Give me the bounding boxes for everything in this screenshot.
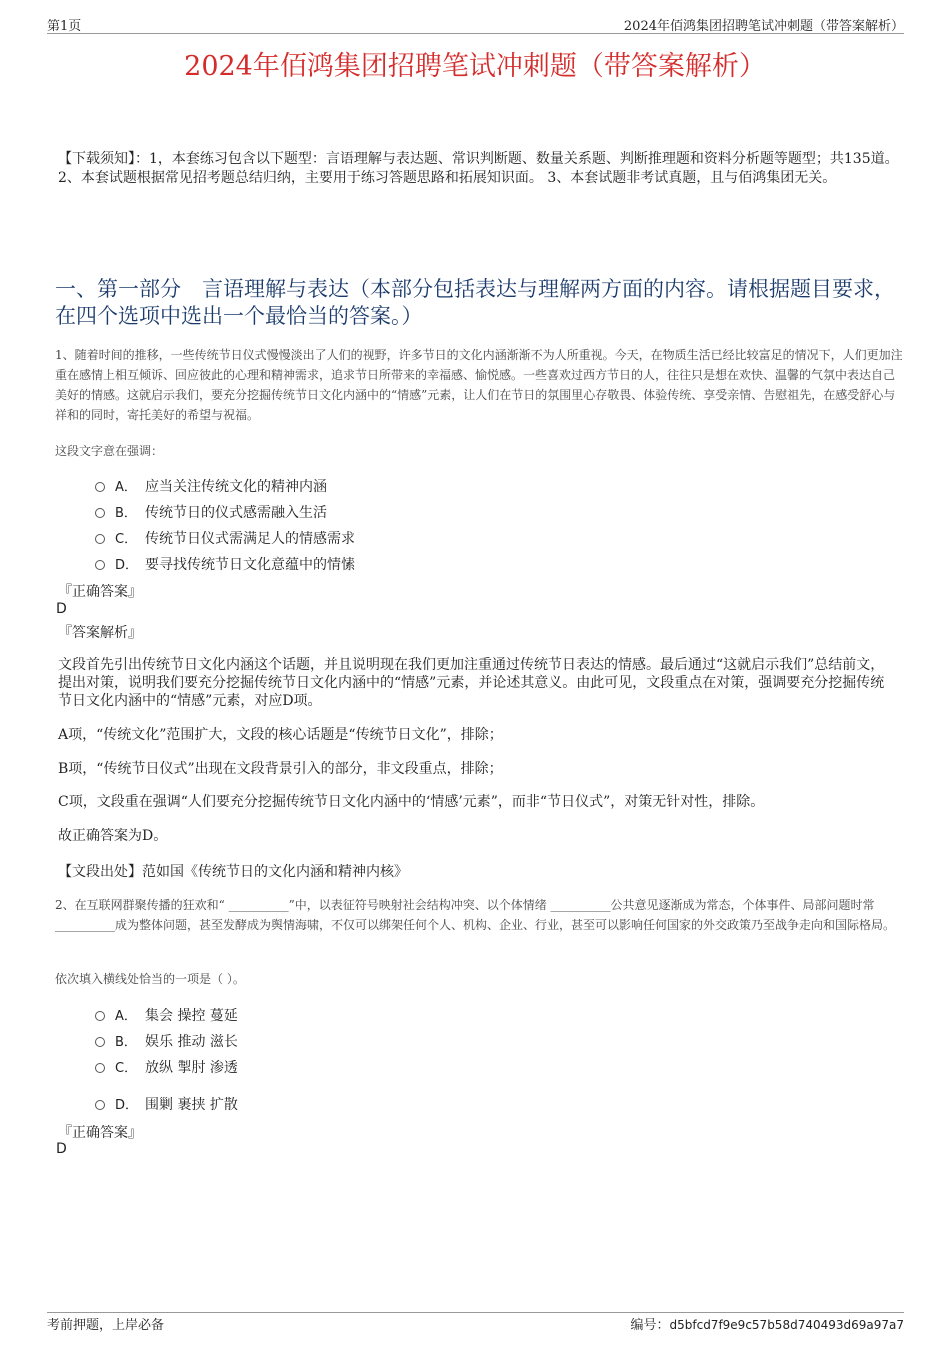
option-letter: C． bbox=[115, 1061, 138, 1076]
option-letter: D． bbox=[115, 1098, 139, 1113]
option-text: 集会 操控 蔓延 bbox=[145, 1008, 238, 1024]
q1-answer: D bbox=[56, 601, 67, 617]
header-divider bbox=[47, 33, 904, 34]
option-letter: D． bbox=[115, 558, 139, 573]
q1-analysis-conclusion: 故正确答案为D。 bbox=[58, 828, 168, 844]
q1-analysis-b: B项，“传统节日仪式”出现在文段背景引入的部分，非文段重点，排除； bbox=[58, 761, 503, 777]
radio-icon[interactable] bbox=[95, 1011, 105, 1021]
radio-icon[interactable] bbox=[95, 1063, 105, 1073]
option-letter: B． bbox=[115, 1035, 137, 1050]
option-letter: A． bbox=[115, 480, 137, 495]
q2-option-d[interactable] bbox=[95, 1094, 238, 1114]
option-letter: A． bbox=[115, 1009, 137, 1024]
download-notice: 【下载须知】：1，本套练习包含以下题型：言语理解与表达题、常识判断题、数量关系题、判断推理题和资料分析题等题型；共135道。 2、本套试题根据常见招考题总结归纳，主要用于练习答题思路和拓展知识面。 3、本套试题非考试真题，且与佰鸿集团无关。 bbox=[58, 151, 899, 186]
q2-answer: D bbox=[56, 1141, 67, 1157]
option-text: 围剿 裹挟 扩散 bbox=[145, 1097, 238, 1113]
question-2-text: 2、在互联网群聚传播的狂欢和“ __________”中，以表征符号映射社会结构冲突、以个体情绪 __________公共意见逐渐成为常态，个体事件、局部问题时常 __________成为整体问题，甚至发酵成为舆情海啸，不仅可以绑架任何个人、机构、企业、行业，甚至可以影响任何国家的外交政策乃至战争走向和国际格局。 bbox=[55, 898, 896, 932]
q1-source: 【文段出处】范如国《传统节日的文化内涵和精神内核》 bbox=[58, 864, 408, 880]
radio-icon[interactable] bbox=[95, 1037, 105, 1047]
page-number: 第1页 bbox=[47, 19, 82, 34]
option-text: 娱乐 推动 滋长 bbox=[145, 1034, 238, 1050]
q1-option-c[interactable] bbox=[95, 528, 355, 548]
radio-icon[interactable] bbox=[95, 534, 105, 544]
radio-icon[interactable] bbox=[95, 560, 105, 570]
radio-icon[interactable] bbox=[95, 482, 105, 492]
q1-analysis-paragraph: 文段首先引出传统节日文化内涵这个话题，并且说明现在我们更加注重通过传统节日表达的情感。最后通过“这就启示我们”总结前文，提出对策，说明我们要充分挖掘传统节日文化内涵中的“情感”元素，并论述其意义。由此可见，文段重点在对策，强调要充分挖掘传统节日文化内涵中的“情感”元素，对应D项。 bbox=[58, 657, 885, 709]
footer-divider bbox=[47, 1312, 904, 1313]
q1-option-b[interactable] bbox=[95, 502, 327, 522]
option-text: 传统节日的仪式感需融入生活 bbox=[145, 505, 327, 521]
footer-code bbox=[630, 1314, 904, 1333]
page-title: 2024年佰鸿集团招聘笔试冲刺题（带答案解析） bbox=[184, 51, 766, 82]
q2-option-c[interactable] bbox=[95, 1057, 238, 1077]
q1-analysis-c: C项，文段重在强调“人们要充分挖掘传统节日文化内涵中的‘情感’元素”，而非“节日仪式”，对策无针对性，排除。 bbox=[58, 794, 765, 810]
q1-analysis-label: 『答案解析』 bbox=[58, 625, 142, 641]
section-heading: 一、第一部分 言语理解与表达（本部分包括表达与理解两方面的内容。请根据题目要求，在四个选项中选出一个最恰当的答案。） bbox=[55, 277, 895, 328]
q1-analysis-a: A项，“传统文化”范围扩大，文段的核心话题是“传统节日文化”，排除； bbox=[58, 727, 503, 743]
radio-icon[interactable] bbox=[95, 508, 105, 518]
question-1-text: 1、随着时间的推移，一些传统节日仪式慢慢淡出了人们的视野，许多节日的文化内涵渐渐不为人所重视。今天，在物质生活已经比较富足的情况下，人们更加注重在感情上相互倾诉、回应彼此的心理和精神需求，追求节日所带来的幸福感、愉悦感。一些喜欢过西方节日的人，往往只是想在欢快、温馨的气氛中表达自己美好的情感。这就启示我们，要充分挖掘传统节日文化内涵中的“情感”元素，让人们在节日的氛围里心存敬畏、体验传统、享受亲情、告慰祖先，在感受舒心与祥和的同时，寄托美好的希望与祝福。 bbox=[55, 348, 903, 422]
option-letter: C． bbox=[115, 532, 138, 547]
option-text: 要寻找传统节日文化意蕴中的情愫 bbox=[145, 557, 355, 573]
option-text: 传统节日仪式需满足人的情感需求 bbox=[145, 531, 355, 547]
q2-option-b[interactable] bbox=[95, 1031, 238, 1051]
option-letter: B． bbox=[115, 506, 137, 521]
footer-code-label: 编号： bbox=[630, 1318, 670, 1333]
footer-slogan: 考前押题，上岸必备 bbox=[47, 1318, 165, 1333]
radio-icon[interactable] bbox=[95, 1100, 105, 1110]
footer-code-value: d5bfcd7f9e9c57b58d740493d69a97a7 bbox=[669, 1318, 904, 1332]
question-2-prompt: 依次填入横线处恰当的一项是（ ）。 bbox=[55, 972, 245, 986]
q1-answer-label: 『正确答案』 bbox=[58, 584, 142, 600]
option-text: 应当关注传统文化的精神内涵 bbox=[145, 479, 327, 495]
q1-option-d[interactable] bbox=[95, 554, 355, 574]
header-doc-title: 2024年佰鸿集团招聘笔试冲刺题（带答案解析） bbox=[623, 19, 904, 34]
q2-option-a[interactable] bbox=[95, 1005, 238, 1025]
question-1-prompt: 这段文字意在强调： bbox=[55, 444, 164, 458]
q2-answer-label: 『正确答案』 bbox=[58, 1125, 142, 1141]
option-text: 放纵 掣肘 渗透 bbox=[145, 1060, 238, 1076]
q1-option-a[interactable] bbox=[95, 476, 327, 496]
